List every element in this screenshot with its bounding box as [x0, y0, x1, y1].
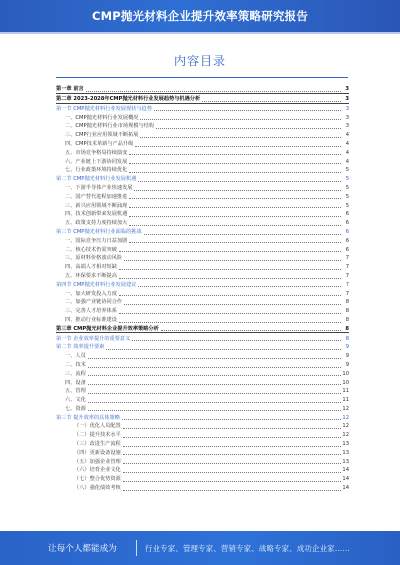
toc-leader-dots	[119, 294, 341, 296]
toc-leader-dots	[129, 206, 341, 208]
toc-leader-dots	[140, 118, 341, 120]
page-footer	[0, 531, 400, 565]
toc-entry[interactable]	[56, 448, 349, 457]
toc-leader-dots	[88, 383, 341, 385]
toc-leader-dots	[124, 259, 341, 261]
toc-entry-label: （四）更新设备设施	[74, 449, 121, 456]
toc-leader-dots	[123, 453, 341, 455]
toc-entry-label: 第三节 提升效率的具体策略	[56, 414, 120, 421]
toc-entry-label: 第二节 效率提升要素	[56, 344, 105, 351]
toc-leader-dots	[156, 127, 341, 129]
toc-heading-rule	[56, 77, 348, 78]
toc-entry-page: 8	[345, 325, 349, 332]
toc-entry[interactable]	[56, 483, 349, 492]
toc-leader-dots	[122, 418, 341, 420]
toc-entry-label: 七、行业政策环境持续优化	[65, 167, 128, 174]
toc-leader-dots	[123, 480, 341, 482]
toc-entry[interactable]	[56, 271, 349, 280]
toc-entry-page: 6	[345, 246, 349, 253]
toc-entry-label: 第一章 前言	[56, 86, 84, 93]
toc-entry[interactable]	[56, 377, 349, 386]
toc-entry[interactable]	[56, 94, 349, 104]
toc-leader-dots	[119, 277, 341, 279]
toc-entry-label: （七）整合优势资源	[74, 476, 121, 483]
toc-entry-page: 3	[345, 114, 349, 121]
footer-slogan: 让每个人都能成为	[48, 544, 117, 554]
toc-entry-label: 四、技术创新带来发展机遇	[65, 211, 128, 218]
toc-entry[interactable]	[56, 404, 349, 413]
toc-entry-label: 一、下游半导体产业快速发展	[65, 184, 133, 191]
toc-leader-dots	[129, 162, 341, 164]
toc-entry-label: 四、推动行业标准建设	[65, 316, 117, 323]
toc-entry[interactable]	[56, 218, 349, 227]
toc-leader-dots	[123, 471, 341, 473]
toc-entry[interactable]	[56, 174, 349, 183]
toc-leader-dots	[119, 268, 341, 270]
toc-entry-label: 三、新兴应用领域不断涌现	[65, 202, 128, 209]
toc-leader-dots	[144, 233, 341, 235]
toc-entry-page: 14	[342, 476, 349, 483]
toc-entry-page: 4	[345, 140, 349, 147]
toc-entry-page: 3	[345, 86, 349, 93]
toc-entry-label: 一、人员	[65, 353, 86, 360]
toc-entry[interactable]	[56, 430, 349, 439]
toc-entry-page: 13	[342, 441, 349, 448]
header-underline	[0, 32, 400, 34]
toc-leader-dots	[123, 427, 341, 429]
toc-entry-label: 二、国产替代进程加速推进	[65, 193, 128, 200]
toc-leader-dots	[123, 436, 341, 438]
toc-entry[interactable]	[56, 324, 349, 334]
toc-entry[interactable]	[56, 183, 349, 192]
toc-leader-dots	[124, 303, 341, 305]
toc-entry-label: （六）培育企业文化	[74, 467, 121, 474]
toc-entry[interactable]	[56, 342, 349, 351]
toc-entry-page: 12	[342, 432, 349, 439]
toc-entry[interactable]	[56, 84, 349, 94]
toc-entry[interactable]	[56, 104, 349, 113]
toc-entry-page: 10	[342, 370, 349, 377]
toc-entry-page: 4	[345, 158, 349, 165]
toc-leader-dots	[129, 224, 341, 226]
toc-entry-label: 四、CMP技术革新与产品升级	[65, 140, 134, 147]
toc-entry-page: 8	[345, 335, 349, 342]
toc-entry[interactable]	[56, 112, 349, 121]
toc-leader-dots	[123, 489, 341, 491]
toc-leader-dots	[86, 90, 341, 92]
toc-entry[interactable]	[56, 209, 349, 218]
toc-leader-dots	[129, 215, 341, 217]
toc-leader-dots	[119, 312, 341, 314]
toc-entry-label: 三、原材料价格波动风险	[65, 255, 123, 262]
toc-entry-page: 12	[342, 405, 349, 412]
toc-entry-page: 7	[345, 272, 349, 279]
toc-entry[interactable]	[56, 421, 349, 430]
toc-entry-label: 第四节 CMP抛光材料行业发展建议	[56, 281, 137, 288]
toc-entry-label: 二、加强产业链协同合作	[65, 299, 123, 306]
toc-leader-dots	[123, 445, 341, 447]
toc-entry-label: 一、CMP抛光材料行业发展概况	[65, 114, 139, 121]
toc-entry[interactable]	[56, 200, 349, 209]
toc-entry-page: 8	[345, 299, 349, 306]
toc-entry-page: 12	[342, 414, 349, 421]
footer-audience: 行业专家、管理专家、营销专家、战略专家、成功企业家……	[145, 543, 350, 553]
toc-entry-label: 四、高端人才相对短缺	[65, 264, 117, 271]
toc-entry-label: （三）改进生产流程	[74, 441, 121, 448]
toc-entry-page: 7	[345, 264, 349, 271]
toc-entry-label: 一、国际竞争压力日益加剧	[65, 237, 128, 244]
toc-entry-page: 9	[345, 361, 349, 368]
toc-entry-page: 9	[345, 344, 349, 351]
toc-entry-label: 二、CMP抛光材料行业市场规模与结构	[65, 123, 155, 130]
toc-entry[interactable]	[56, 121, 349, 130]
toc-entry-label: 五、管理	[65, 388, 86, 395]
toc-leader-dots	[88, 374, 341, 376]
toc-leader-dots	[119, 321, 341, 323]
toc-entry-label: 五、环保要求不断提高	[65, 272, 117, 279]
toc-entry-label: 第二节 CMP抛光材料行业发展机遇	[56, 176, 137, 183]
toc-entry[interactable]	[56, 156, 349, 165]
toc-entry[interactable]	[56, 333, 349, 342]
toc-leader-dots	[88, 401, 341, 403]
toc-entry[interactable]	[56, 395, 349, 404]
toc-entry-page: 8	[345, 308, 349, 315]
toc-entry-label: 第三节 CMP抛光材料行业面临的挑战	[56, 228, 142, 235]
toc-leader-dots	[129, 241, 341, 243]
toc-entry-label: 六、产业链上下游协同发展	[65, 158, 128, 165]
toc-entry-page: 11	[342, 388, 349, 395]
toc-entry[interactable]	[56, 351, 349, 360]
toc-entry-page: 14	[342, 485, 349, 492]
toc-entry[interactable]	[56, 165, 349, 174]
toc-entry[interactable]	[56, 474, 349, 483]
toc-entry-label: 二、核心技术仍需突破	[65, 246, 117, 253]
toc-entry-label: 第一节 企业效率提升的重要意义	[56, 335, 131, 342]
toc-entry[interactable]	[56, 306, 349, 315]
toc-entry-label: （二）提升技术水平	[74, 432, 121, 439]
toc-entry-page: 4	[345, 132, 349, 139]
toc-entry[interactable]	[56, 139, 349, 148]
toc-entry-page: 5	[345, 167, 349, 174]
toc-leader-dots	[154, 109, 341, 111]
footer-divider	[136, 540, 137, 556]
toc-entry-label: 五、政策支持力度持续加大	[65, 220, 128, 227]
toc-entry[interactable]	[56, 360, 349, 369]
toc-entry-label: （八）强化绩效考核	[74, 485, 121, 492]
toc-entry[interactable]	[56, 315, 349, 324]
toc-entry-page: 3	[345, 123, 349, 130]
toc-entry-label: 五、市场竞争格局持续演变	[65, 149, 128, 156]
toc-leader-dots	[129, 171, 341, 173]
toc-entry-page: 5	[345, 184, 349, 191]
toc-entry[interactable]	[56, 244, 349, 253]
toc-entry-label: 一、加大研发投入力度	[65, 290, 117, 297]
toc-entry-page: 6	[345, 220, 349, 227]
toc-leader-dots	[119, 250, 341, 252]
toc-leader-dots	[88, 409, 341, 411]
toc-entry-page: 3	[345, 105, 349, 112]
toc-entry[interactable]	[56, 253, 349, 262]
toc-entry-label: 三、完善人才培养体系	[65, 308, 117, 315]
toc-entry-page: 12	[342, 423, 349, 430]
toc-entry[interactable]	[56, 262, 349, 271]
toc-entry[interactable]	[56, 280, 349, 289]
toc-entry-page: 11	[342, 397, 349, 404]
toc-leader-dots	[123, 462, 341, 464]
toc-entry[interactable]	[56, 288, 349, 297]
toc-leader-dots	[88, 366, 341, 368]
toc-entry-page: 5	[345, 176, 349, 183]
report-header	[0, 0, 400, 32]
toc-entry-label: 第一节 CMP抛光材料行业发展现状与趋势	[56, 105, 152, 112]
toc-entry[interactable]	[56, 297, 349, 306]
toc-entry-label: 三、流程	[65, 370, 86, 377]
toc-entry-label: 四、设备	[65, 379, 86, 386]
toc-entry[interactable]	[56, 148, 349, 157]
toc-entry[interactable]	[56, 130, 349, 139]
toc-entry-label: 二、技术	[65, 361, 86, 368]
toc-entry-page: 7	[345, 255, 349, 262]
toc-entry-label: 第二章 2023-2028年CMP抛光材料行业发展趋势与机遇分析	[56, 96, 201, 102]
report-title: CMP抛光材料企业提升效率策略研究报告	[91, 9, 309, 23]
toc-entry[interactable]	[56, 236, 349, 245]
toc-leader-dots	[88, 357, 341, 359]
toc-entry[interactable]	[56, 439, 349, 448]
toc-entry-label: 三、CMP行业应用领域不断拓展	[65, 132, 139, 139]
toc-leader-dots	[138, 180, 341, 182]
toc-entry[interactable]	[56, 227, 349, 236]
toc-entry-page: 7	[345, 281, 349, 288]
toc-leader-dots	[138, 285, 341, 287]
toc-leader-dots	[129, 197, 341, 199]
toc-leader-dots	[135, 145, 341, 147]
toc-entry-page: 5	[345, 193, 349, 200]
toc-leader-dots	[134, 189, 341, 191]
toc-entry-page: 3	[345, 96, 349, 102]
toc-entry-page: 14	[342, 467, 349, 474]
toc-entry[interactable]	[56, 456, 349, 465]
toc-entry[interactable]	[56, 386, 349, 395]
toc-entry-page: 6	[345, 237, 349, 244]
toc-heading: 内容目录	[173, 54, 226, 68]
toc-entry-label: 七、资源	[65, 405, 86, 412]
toc-entry-page: 7	[345, 290, 349, 297]
toc-entry[interactable]	[56, 369, 349, 378]
toc-entry-page: 13	[342, 449, 349, 456]
toc-leader-dots	[88, 392, 341, 394]
toc-leader-dots	[202, 100, 341, 102]
toc-entry-label: （五）加强企业管理	[74, 458, 121, 465]
toc-entry-label: 六、文化	[65, 397, 86, 404]
toc-leader-dots	[140, 136, 341, 138]
toc-leader-dots	[106, 348, 341, 350]
table-of-contents	[56, 84, 349, 492]
toc-entry[interactable]	[56, 465, 349, 474]
toc-entry[interactable]	[56, 192, 349, 201]
toc-entry-page: 6	[345, 211, 349, 218]
toc-entry-label: 第三章 CMP抛光材料企业提升效率策略分析	[56, 325, 159, 332]
toc-entry-page: 13	[342, 458, 349, 465]
toc-leader-dots	[129, 153, 341, 155]
toc-leader-dots	[132, 339, 341, 341]
toc-entry-page: 4	[345, 149, 349, 156]
toc-entry-page: 6	[345, 228, 349, 235]
toc-entry-page: 5	[345, 202, 349, 209]
toc-entry-page: 9	[345, 353, 349, 360]
toc-entry[interactable]	[56, 412, 349, 421]
toc-entry-label: （一）优化人员配置	[74, 423, 121, 430]
toc-entry-page: 8	[345, 316, 349, 323]
toc-entry-page: 10	[342, 379, 349, 386]
toc-leader-dots	[161, 329, 341, 331]
